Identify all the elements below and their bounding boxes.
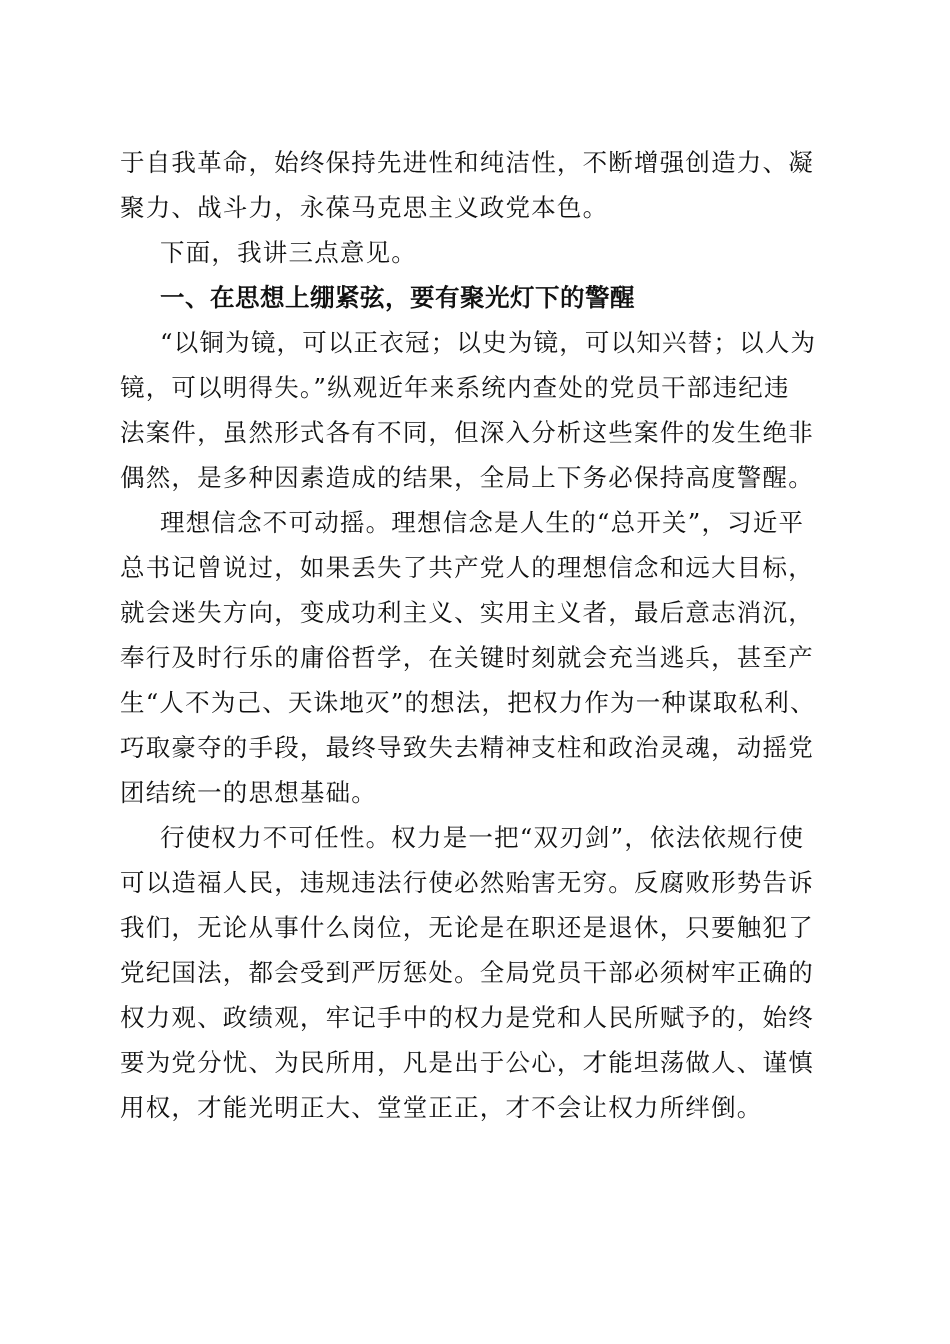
text-line: 下面，我讲三点意见。 — [160, 238, 417, 267]
text-line: 巧取豪夺的手段，最终导致失去精神支柱和政治灵魂，动摇党 — [120, 733, 814, 762]
text-line: 奉行及时行乐的庸俗哲学，在关键时刻就会充当逃兵，甚至产 — [120, 643, 814, 672]
text-line: 可以造福人民，违规违法行使必然贻害无穷。反腐败形势告诉 — [120, 868, 814, 897]
text-line: 总书记曾说过，如果丢失了共产党人的理想信念和远大目标， — [120, 553, 814, 582]
text-line: 用权，才能光明正大、堂堂正正，才不会让权力所绊倒。 — [120, 1093, 763, 1122]
paragraph-continuation — [120, 140, 830, 230]
paragraph-ideals — [120, 500, 830, 815]
text-line: 行使权力不可任性。权力是一把“双刃剑”，依法依规行使 — [160, 823, 805, 852]
text-line: 就会迷失方向，变成功利主义、实用主义者，最后意志消沉， — [120, 598, 814, 627]
text-line: 法案件，虽然形式各有不同，但深入分析这些案件的发生绝非 — [120, 418, 814, 447]
paragraph-quote — [120, 320, 830, 500]
text-line: 团结统一的思想基础。 — [120, 778, 377, 807]
heading-text: 一、在思想上绷紧弦，要有聚光灯下的警醒 — [160, 283, 635, 312]
text-line: 我们，无论从事什么岗位，无论是在职还是退休，只要触犯了 — [120, 913, 814, 942]
text-line: 理想信念不可动摇。理想信念是人生的“总开关”，习近平 — [160, 508, 805, 537]
document-body — [120, 140, 830, 1130]
text-line: “以铜为镜，可以正衣冠；以史为镜，可以知兴替；以人为 — [160, 328, 817, 357]
text-line: 于自我革命，始终保持先进性和纯洁性，不断增强创造力、凝 — [120, 148, 814, 177]
paragraph-intro — [120, 230, 830, 275]
text-line: 要为党分忧、为民所用，凡是出于公心，才能坦荡做人、谨慎 — [120, 1048, 814, 1077]
section-heading — [120, 275, 830, 320]
text-line: 权力观、政绩观，牢记手中的权力是党和人民所赋予的，始终 — [120, 1003, 814, 1032]
text-line: 镜，可以明得失。”纵观近年来系统内查处的党员干部违纪违 — [120, 373, 790, 402]
text-line: 偶然，是多种因素造成的结果，全局上下务必保持高度警醒。 — [120, 463, 814, 492]
text-line: 党纪国法，都会受到严厉惩处。全局党员干部必须树牢正确的 — [120, 958, 814, 987]
paragraph-power — [120, 815, 830, 1130]
text-line: 生“人不为己、天诛地灭”的想法，把权力作为一种谋取私利、 — [120, 688, 816, 717]
text-line: 聚力、战斗力，永葆马克思主义政党本色。 — [120, 193, 609, 222]
